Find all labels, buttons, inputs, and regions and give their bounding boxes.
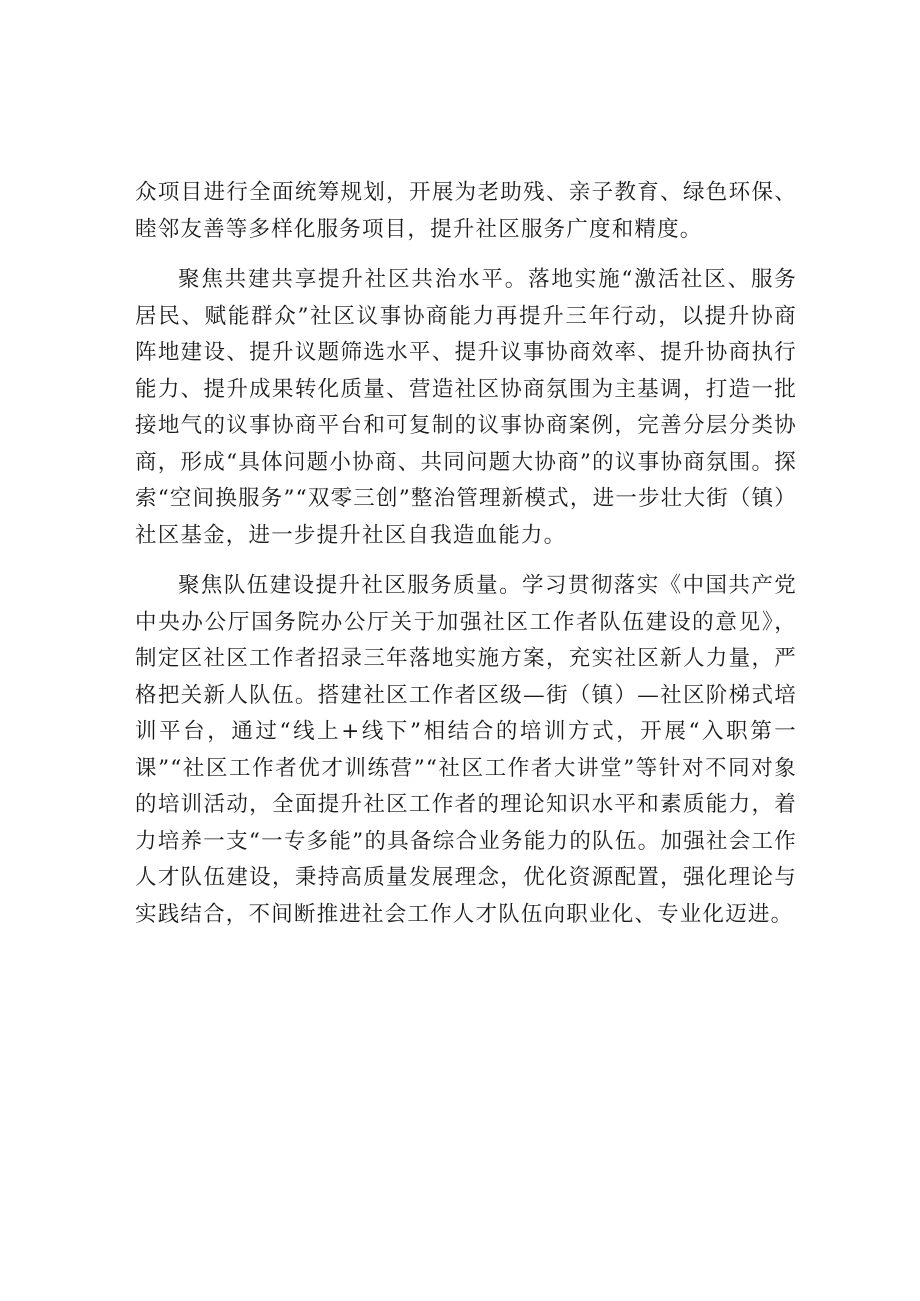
paragraph-team-building: 聚焦队伍建设提升社区服务质量。学习贯彻落实《中国共产党中央办公厅国务院办公厅关于加强社区工作者队伍建设的意见》，制定区社区工作者招录三年落地实施方案，充实社区新人力量，严格把关新人队伍。搭建社区工作者区级—街（镇）—社区阶梯式培训平台，通过“线上+线下”相结合的培训方式，开展“入职第一课”“社区工作者优才训练营”“社区工作者大讲堂”等针对不同对象的培训活动，全面提升社区工作者的理论知识水平和素质能力，着力培养一支“一专多能”的具备综合业务能力的队伍。加强社会工作人才队伍建设，秉持高质量发展理念，优化资源配置，强化理论与实践结合，不间断推进社会工作人才队伍向职业化、专业化迈进。: [135, 573, 797, 927]
document-body: [135, 175, 797, 933]
paragraph-continuation: 众项目进行全面统筹规划，开展为老助残、亲子教育、绿色环保、睦邻友善等多样化服务项目，提升社区服务广度和精度。: [135, 180, 797, 242]
paragraph-co-governance: 聚焦共建共享提升社区共治水平。落地实施“激活社区、服务居民、赋能群众”社区议事协商能力再提升三年行动，以提升协商阵地建设、提升议题筛选水平、提升议事协商效率、提升协商执行能力、提升成果转化质量、营造社区协商氛围为主基调，打造一批接地气的议事协商平台和可复制的议事协商案例，完善分层分类协商，形成“具体问题小协商、共同问题大协商”的议事协商氛围。探索“空间换服务”“双零三创”整治管理新模式，进一步壮大街（镇）社区基金，进一步提升社区自我造血能力。: [135, 267, 797, 548]
